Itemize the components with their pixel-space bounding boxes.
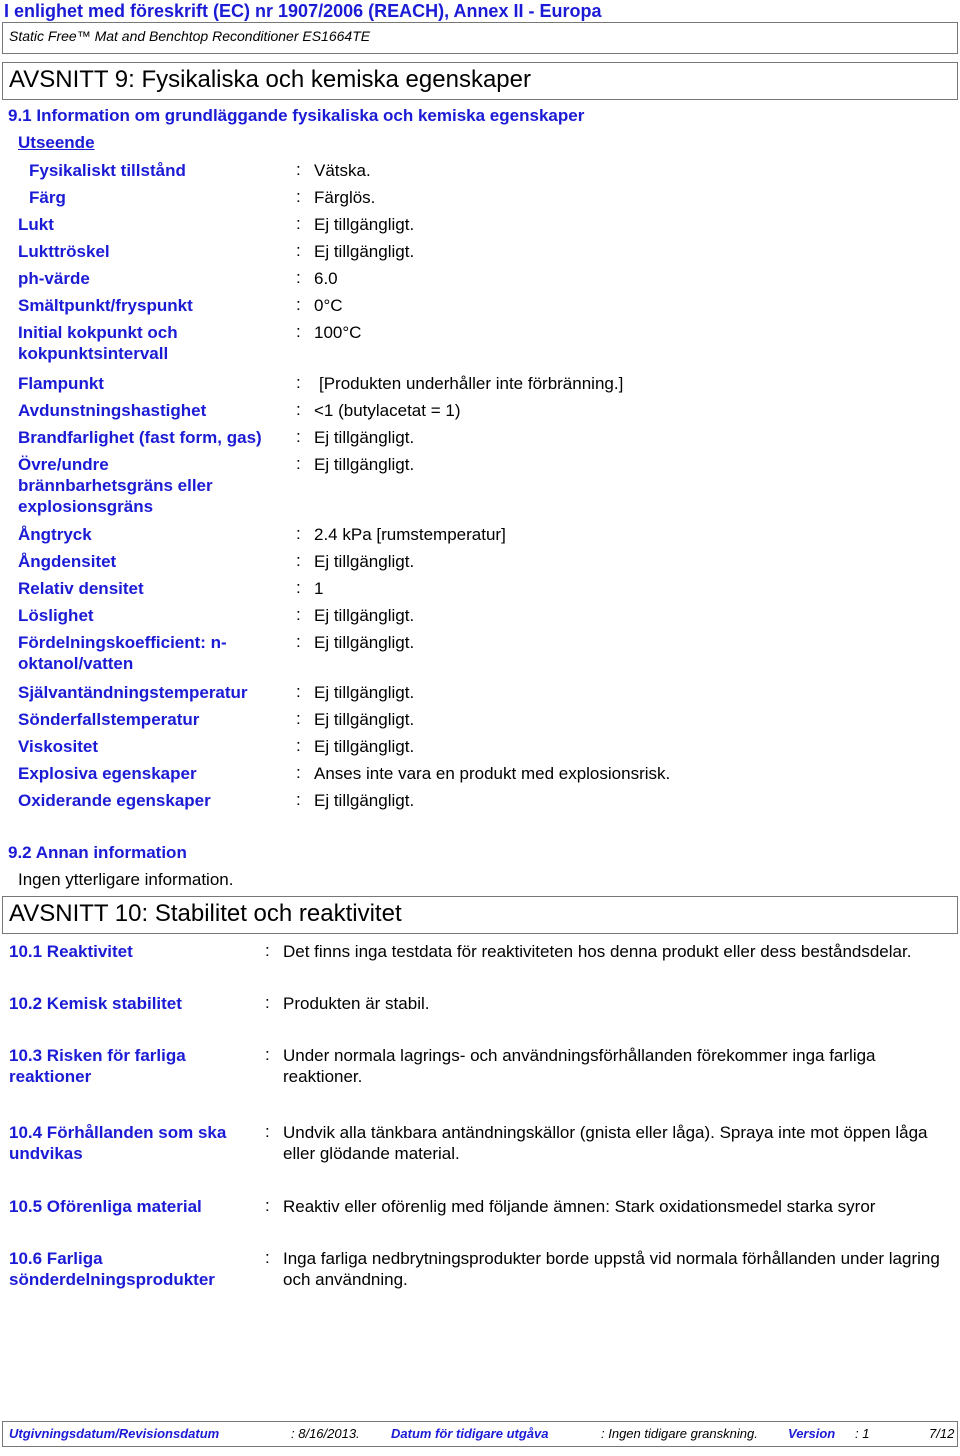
colon: : <box>296 605 301 624</box>
property-value: Färglös. <box>314 188 376 207</box>
property-value: 100°C <box>314 323 362 342</box>
property-value: [Produkten underhåller inte förbränning.] <box>319 374 624 393</box>
property-label: Viskositet <box>18 737 99 756</box>
page-number: 7/12 <box>929 1426 955 1441</box>
colon: : <box>265 1248 270 1267</box>
property-label: Färg <box>29 188 66 207</box>
regulation-header: I enlighet med föreskrift (EC) nr 1907/2006 (REACH), Annex II - Europa <box>4 1 602 21</box>
property-label: Sönderfallstemperatur <box>18 710 200 729</box>
property-value: Ej tillgängligt. <box>314 242 415 261</box>
property-label: Brandfarlighet (fast form, gas) <box>18 428 262 447</box>
property-label: Självantändningstemperatur <box>18 683 248 702</box>
property-value: Anses inte vara en produkt med explosionsrisk. <box>314 764 671 783</box>
property-label: Relativ densitet <box>18 579 144 598</box>
property-label: Initial kokpunkt och kokpunktsintervall <box>18 323 178 363</box>
property-value: Ej tillgängligt. <box>314 791 415 810</box>
colon: : <box>265 1196 270 1215</box>
property-value: 0°C <box>314 296 343 315</box>
hazardous-reactions-value: Under normala lagrings- och användningsförhållanden förekommer inga farliga reaktioner. <box>283 1046 876 1086</box>
property-value: Ej tillgängligt. <box>314 215 415 234</box>
product-name: Static Free™ Mat and Benchtop Reconditioner ES1664TE <box>9 28 371 44</box>
colon: : <box>265 1045 270 1064</box>
colon: : <box>296 322 301 341</box>
colon: : <box>296 214 301 233</box>
colon: : <box>296 427 301 446</box>
previous-issue-value: : Ingen tidigare granskning. <box>601 1426 758 1441</box>
property-value: Ej tillgängligt. <box>314 633 415 652</box>
property-value: Ej tillgängligt. <box>314 710 415 729</box>
version-label: Version <box>788 1426 836 1441</box>
other-information-text: Ingen ytterligare information. <box>18 870 234 889</box>
conditions-to-avoid-label: 10.4 Förhållanden som ska undvikas <box>9 1123 227 1163</box>
colon: : <box>296 295 301 314</box>
colon: : <box>296 632 301 651</box>
section-10-title: AVSNITT 10: Stabilitet och reaktivitet <box>2 896 958 934</box>
property-label: Oxiderande egenskaper <box>18 791 211 810</box>
property-label: Ångtryck <box>18 525 92 544</box>
property-value: 2.4 kPa [rumstemperatur] <box>314 525 506 544</box>
property-value: Ej tillgängligt. <box>314 455 415 474</box>
property-value: Ej tillgängligt. <box>314 737 415 756</box>
property-value: Ej tillgängligt. <box>314 552 415 571</box>
colon: : <box>265 941 270 960</box>
property-label: Explosiva egenskaper <box>18 764 197 783</box>
stability-value: Produkten är stabil. <box>283 994 430 1013</box>
colon: : <box>296 373 301 392</box>
colon: : <box>296 241 301 260</box>
colon: : <box>296 400 301 419</box>
colon: : <box>265 993 270 1012</box>
property-value: 6.0 <box>314 269 338 288</box>
property-label: Lukttröskel <box>18 242 110 261</box>
colon: : <box>296 578 301 597</box>
property-label: Ångdensitet <box>18 552 117 571</box>
property-label: Övre/undre brännbarhetsgräns eller explosionsgräns <box>18 455 213 516</box>
decomposition-products-value: Inga farliga nedbrytningsprodukter borde uppstå vid normala förhållanden under lagring och användning. <box>283 1249 940 1289</box>
colon: : <box>296 709 301 728</box>
previous-issue-label: Datum för tidigare utgåva <box>391 1426 549 1441</box>
reactivity-label: 10.1 Reaktivitet <box>9 942 133 961</box>
product-name-box <box>2 22 958 54</box>
colon: : <box>296 736 301 755</box>
property-value: Ej tillgängligt. <box>314 606 415 625</box>
colon: : <box>296 160 301 179</box>
property-value: 1 <box>314 579 324 598</box>
colon: : <box>296 524 301 543</box>
issue-date-label: Utgivningsdatum/Revisionsdatum <box>9 1426 220 1441</box>
reactivity-value: Det finns inga testdata för reaktiviteten hos denna produkt eller dess beståndsdelar. <box>283 942 912 961</box>
page-footer <box>2 1421 958 1447</box>
section-9-title: AVSNITT 9: Fysikaliska och kemiska egenskaper <box>2 62 958 100</box>
decomposition-products-label: 10.6 Farliga sönderdelningsprodukter <box>9 1249 215 1289</box>
incompatible-materials-label: 10.5 Oförenliga material <box>9 1197 202 1216</box>
property-value: Ej tillgängligt. <box>314 683 415 702</box>
subsection-9-2-title: 9.2 Annan information <box>8 843 187 862</box>
incompatible-materials-value: Reaktiv eller oförenlig med följande ämnen: Stark oxidationsmedel starka syror <box>283 1197 876 1216</box>
colon: : <box>296 454 301 473</box>
colon: : <box>265 1122 270 1141</box>
stability-label: 10.2 Kemisk stabilitet <box>9 994 182 1013</box>
property-label: Avdunstningshastighet <box>18 401 207 420</box>
colon: : <box>296 187 301 206</box>
appearance-heading: Utseende <box>18 133 95 152</box>
property-label: Flampunkt <box>18 374 104 393</box>
property-value: <1 (butylacetat = 1) <box>314 401 461 420</box>
property-label: Fördelningskoefficient: n-oktanol/vatten <box>18 633 227 673</box>
issue-date-value: : 8/16/2013. <box>291 1426 360 1441</box>
property-label: ph-värde <box>18 269 90 288</box>
colon: : <box>296 268 301 287</box>
property-value: Ej tillgängligt. <box>314 428 415 447</box>
colon: : <box>296 790 301 809</box>
property-label: Lukt <box>18 215 54 234</box>
property-label: Fysikaliskt tillstånd <box>29 161 186 180</box>
colon: : <box>296 763 301 782</box>
hazardous-reactions-label: 10.3 Risken för farliga reaktioner <box>9 1046 186 1086</box>
property-label: Smältpunkt/fryspunkt <box>18 296 193 315</box>
property-value: Vätska. <box>314 161 371 180</box>
property-label: Löslighet <box>18 606 94 625</box>
conditions-to-avoid-value: Undvik alla tänkbara antändningskällor (gnista eller låga). Spraya inte mot öppen låga eller glödande material. <box>283 1123 928 1163</box>
subsection-9-1-title: 9.1 Information om grundläggande fysikaliska och kemiska egenskaper <box>8 106 585 125</box>
colon: : <box>296 682 301 701</box>
version-value: : 1 <box>855 1426 870 1441</box>
colon: : <box>296 551 301 570</box>
